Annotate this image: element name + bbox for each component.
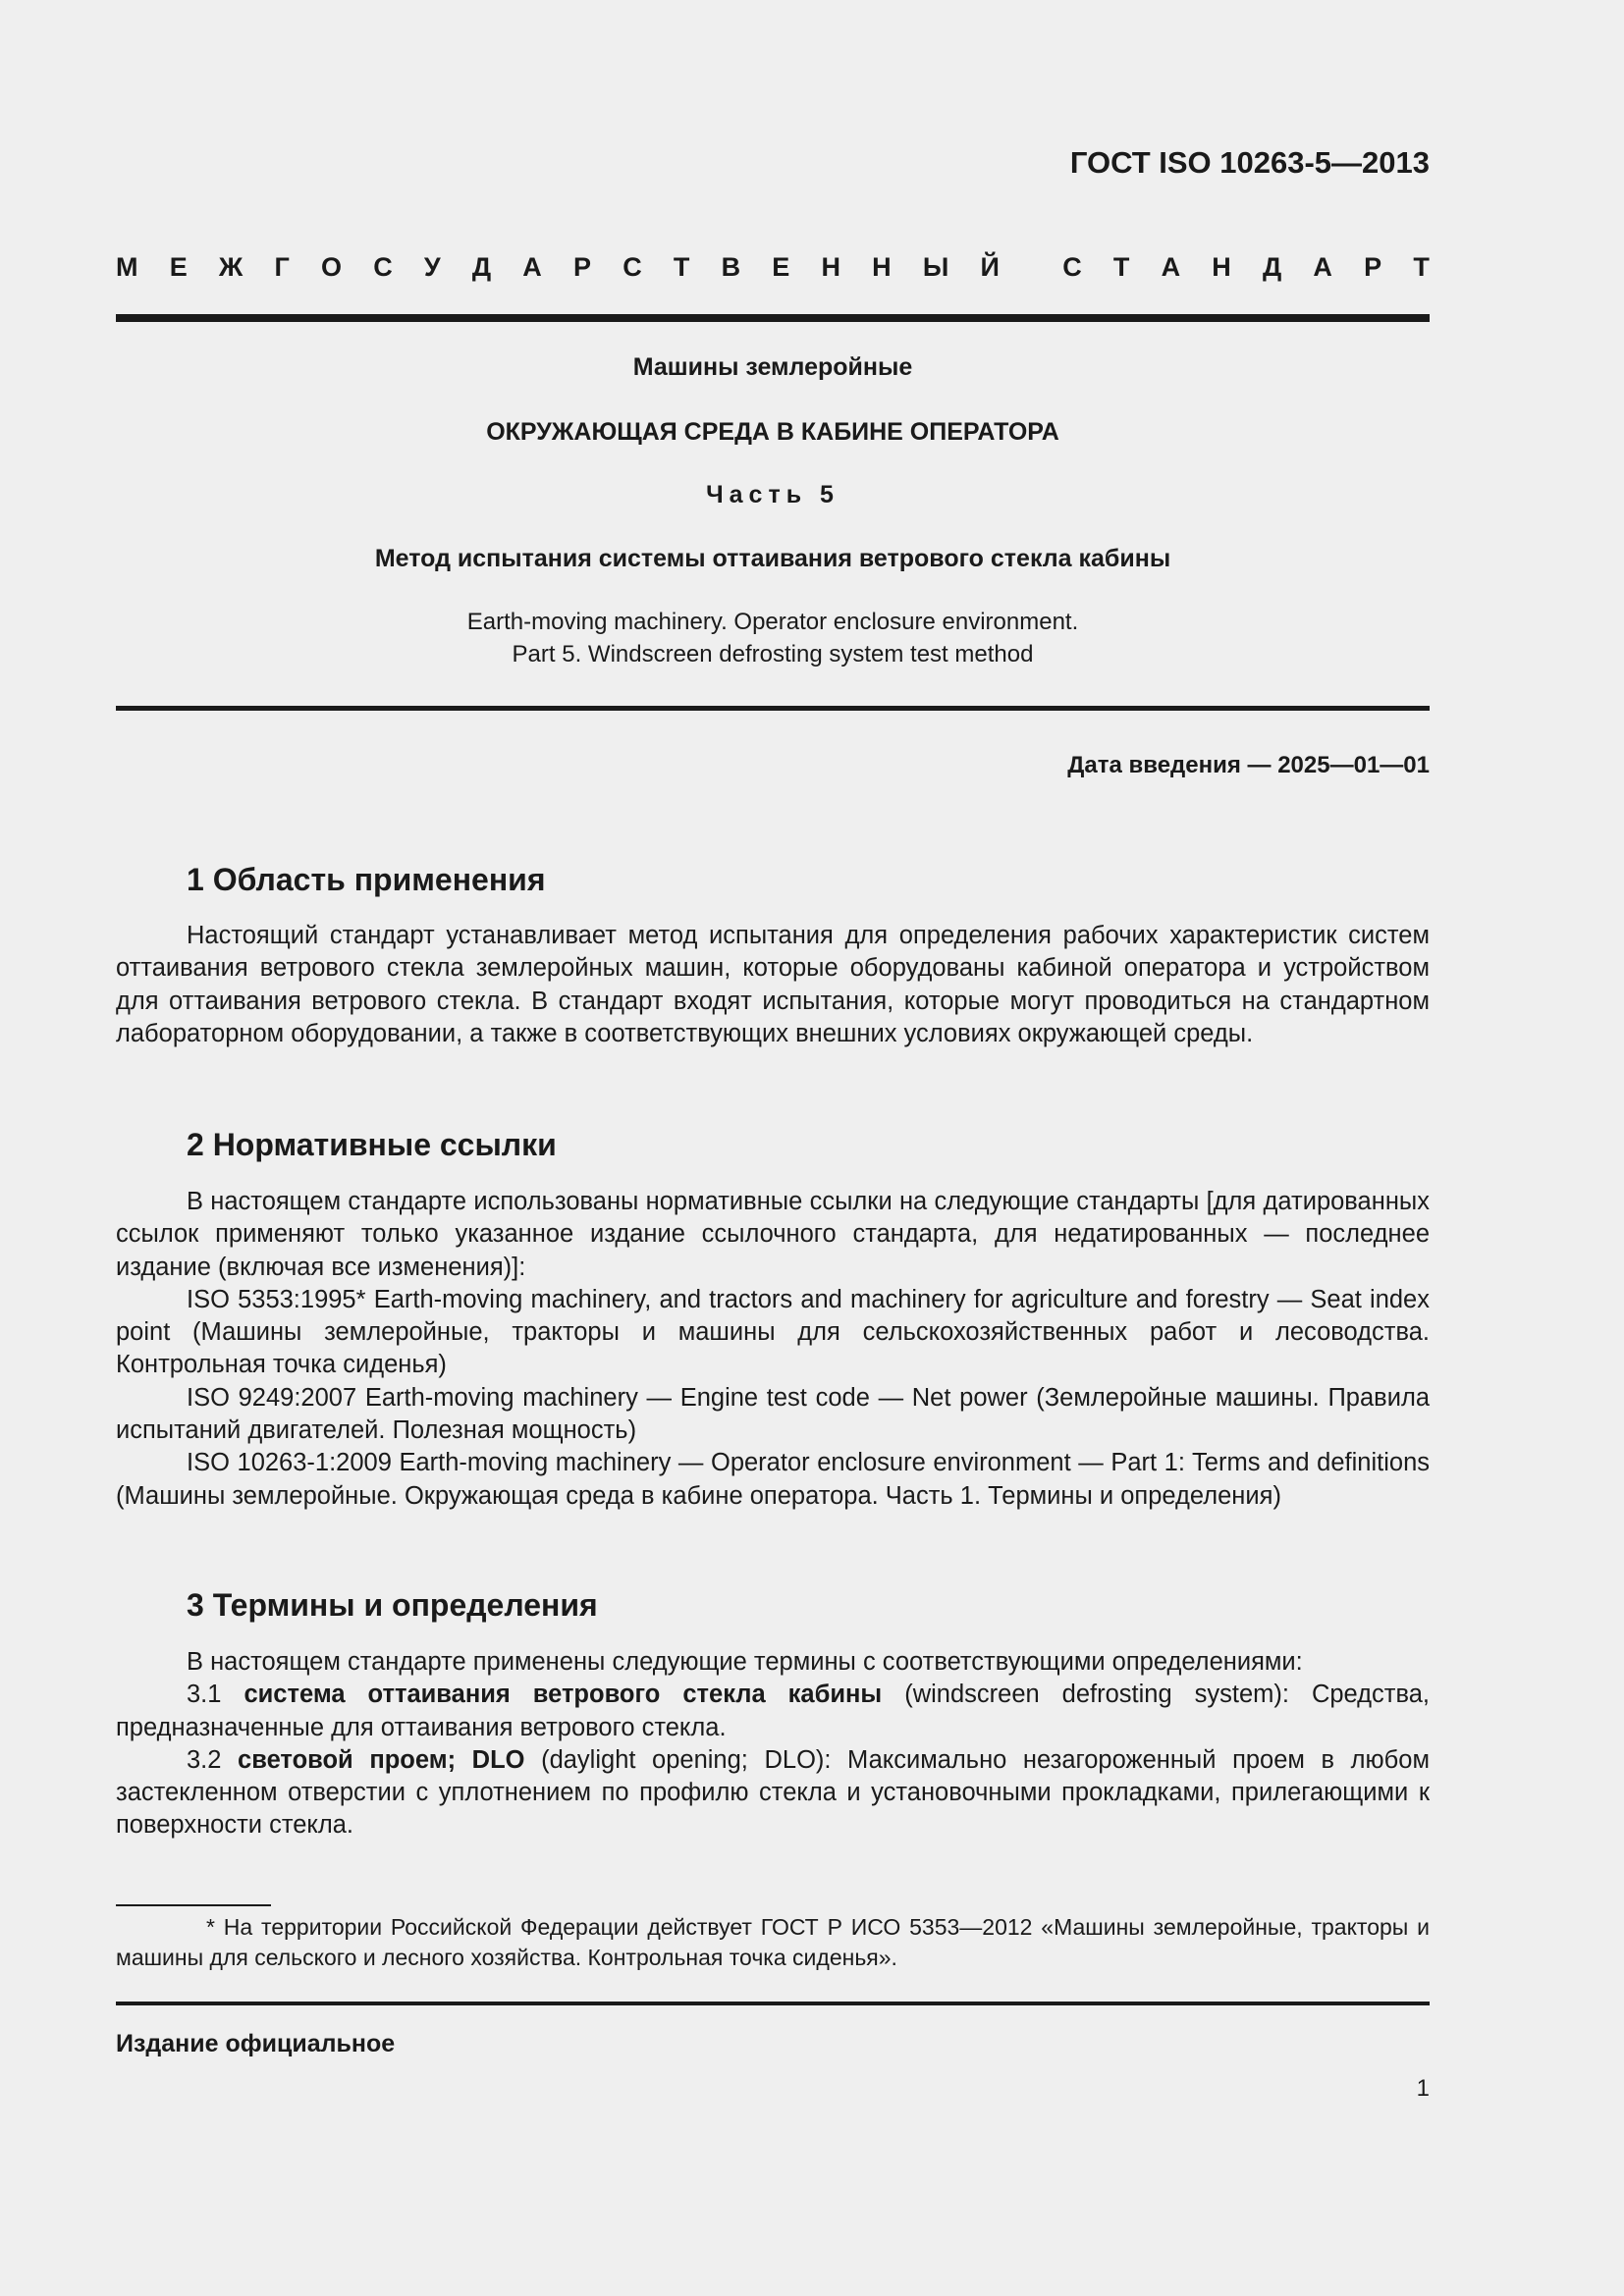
- top-rule: [116, 314, 1430, 322]
- banner-letter: В: [721, 252, 741, 282]
- term-3-1-name: система оттаивания ветрового стекла кабины: [244, 1681, 883, 1709]
- banner-letter: А: [1161, 252, 1181, 282]
- banner-letter: А: [522, 252, 542, 282]
- banner-letter: А: [1313, 252, 1332, 282]
- reference-iso-5353: ISO 5353:1995* Earth-moving machinery, and tractors and machinery for agriculture and forestry — Seat index point (Машины землеройные, тракторы и машины для сельскохозяйственных работ и лесоводства. Контрольная точка сиденья): [116, 1285, 1430, 1379]
- title-part: Часть 5: [706, 481, 839, 508]
- term-3-2-name: световой проем; DLO: [238, 1745, 525, 1774]
- banner-letter: О: [320, 252, 342, 282]
- footer-rule: [116, 2002, 1430, 2005]
- banner-letter: Ж: [218, 252, 244, 282]
- banner-letter: Т: [673, 252, 690, 282]
- reference-iso-9249: ISO 9249:2007 Earth-moving machinery — Engine test code — Net power (Землеройные машины. Правила испытаний двигателей. Полезная мощность): [116, 1383, 1430, 1445]
- english-title-line-2: Part 5. Windscreen defrosting system test method: [512, 641, 1034, 667]
- banner-letter: Е: [772, 252, 790, 282]
- banner-letter: Г: [274, 252, 290, 282]
- title-rule: [116, 706, 1430, 711]
- title-line-1: Машины землеройные: [632, 353, 913, 381]
- section-1-paragraph: Настоящий стандарт устанавливает метод испытания для определения рабочих характеристик систем оттаивания ветрового стекла землеройных машин, которые оборудованы кабиной оператора и устройством для оттаивания ветрового стекла. В стандарт входят испытания, которые могут проводиться на стандартном лабораторном оборудовании, а также в соответствующих внешних условиях окружающей среды.: [116, 922, 1430, 1047]
- banner-letter: Т: [1413, 252, 1430, 282]
- section-2-intro: В настоящем стандарте использованы нормативные ссылки на следующие стандарты [для датированных ссылок применяют только указанное издание ссылочного стандарта, для недатированных — последнее издание (включая все изменения)]:: [116, 1188, 1430, 1281]
- term-3-2-definition: (daylight opening; DLO): Максимально незагороженный проем в любом застекленном отверстии с уплотнением по профилю стекла и установочными прокладками, прилегающими к поверхности стекла.: [116, 1745, 1430, 1840]
- banner-letter: Н: [821, 252, 840, 282]
- term-3-2: [116, 1744, 1430, 1842]
- title-line-2: ОКРУЖАЮЩАЯ СРЕДА В КАБИНЕ ОПЕРАТОРА: [486, 418, 1059, 446]
- introduction-date: Дата введения — 2025—01—01: [1067, 752, 1430, 778]
- banner-letter: С: [1062, 252, 1082, 282]
- title-line-4: Метод испытания системы оттаивания ветрового стекла кабины: [374, 545, 1171, 572]
- footnote-rule: [116, 1904, 271, 1906]
- document-number: ГОСТ ISO 10263-5—2013: [1069, 145, 1430, 180]
- official-edition-label: Издание официальное: [116, 2030, 396, 2057]
- section-3-heading: 3 Термины и определения: [187, 1587, 598, 1623]
- english-title: [116, 606, 1430, 670]
- banner-letter: Н: [872, 252, 892, 282]
- term-3-1: [116, 1679, 1430, 1744]
- term-3-1-definition: (windscreen defrosting system): Средства, предназначенные для оттаивания ветрового стекла.: [116, 1681, 1431, 1741]
- banner-letter: С: [623, 252, 642, 282]
- page-number: 1: [1416, 2075, 1430, 2102]
- section-3-intro: В настоящем стандарте применены следующие термины с соответствующими определениями:: [187, 1648, 1303, 1676]
- banner-letter: Д: [471, 252, 492, 282]
- banner-letter: Е: [169, 252, 188, 282]
- banner-letter: М: [116, 252, 138, 282]
- banner-letter: Р: [572, 252, 591, 282]
- banner-letter: Й: [980, 252, 1000, 282]
- english-title-line-1: Earth-moving machinery. Operator enclosure environment.: [466, 609, 1079, 635]
- section-1-heading: 1 Область применения: [187, 862, 546, 897]
- section-2-body: [116, 1186, 1430, 1513]
- term-3-2-number: 3.2: [187, 1745, 222, 1774]
- interstate-standard-banner: [116, 252, 1430, 283]
- term-3-1-number: 3.1: [187, 1681, 222, 1709]
- banner-letter: С: [373, 252, 393, 282]
- section-3-body: [116, 1646, 1430, 1842]
- banner-letter: Р: [1364, 252, 1382, 282]
- banner-letter: У: [423, 252, 441, 282]
- banner-letter: Н: [1212, 252, 1231, 282]
- banner-letter: Д: [1262, 252, 1282, 282]
- section-2-heading: 2 Нормативные ссылки: [187, 1127, 557, 1162]
- section-1-body: [116, 920, 1430, 1050]
- reference-iso-10263-1: ISO 10263-1:2009 Earth-moving machinery — Operator enclosure environment — Part 1: Terms and definitions (Машины землеройные. Окружающая среда в кабине оператора. Часть 1. Термины и определения): [116, 1449, 1430, 1510]
- banner-letter: Ы: [922, 252, 949, 282]
- banner-letter: Т: [1112, 252, 1130, 282]
- footnote: * На территории Российской Федерации действует ГОСТ Р ИСО 5353—2012 «Машины землеройные, тракторы и машины для сельского и лесного хозяйства. Контрольная точка сиденья».: [116, 1914, 1430, 1970]
